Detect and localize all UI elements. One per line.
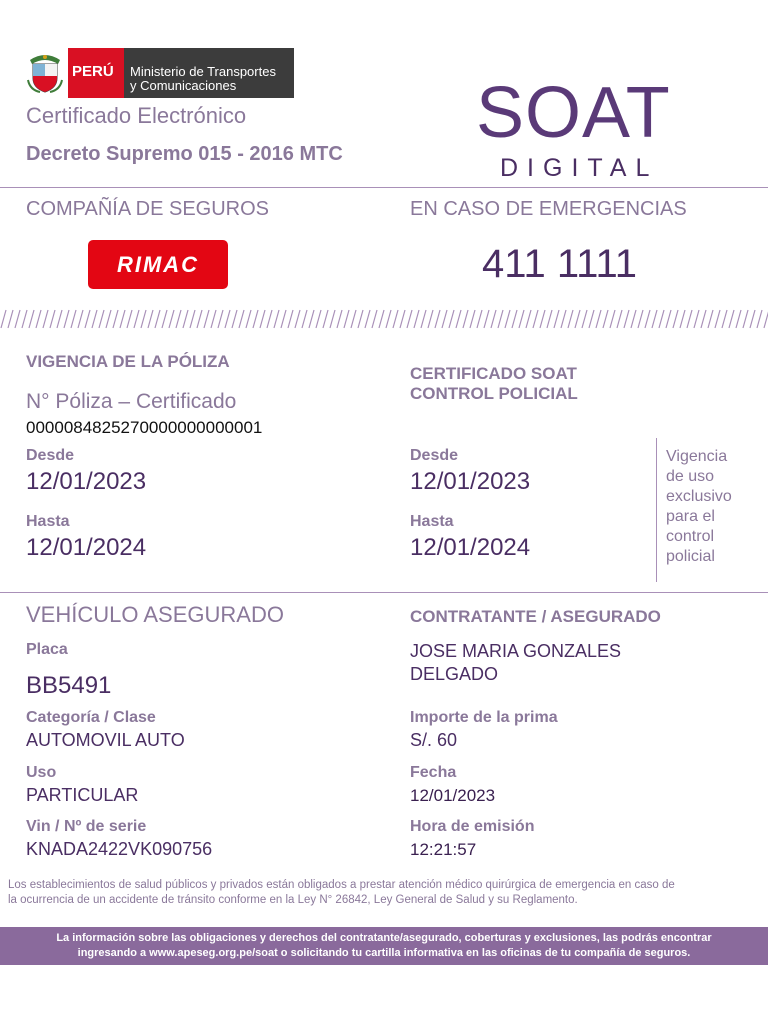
police-to-label: Hasta [410,513,454,530]
policy-from-date: 12/01/2023 [26,468,147,495]
holder-section-label: CONTRATANTE / ASEGURADO [410,607,661,626]
category-label: Categoría / Clase [26,709,156,726]
holder-name-line2: DELGADO [410,664,499,684]
policy-from-label: Desde [26,447,75,464]
insurer-section-label: COMPAÑÍA DE SEGUROS [26,198,270,220]
rimac-logo [88,240,228,289]
vehicle-section-label: VEHÍCULO ASEGURADO [26,602,284,627]
category-value: AUTOMOVIL AUTO [26,730,185,750]
police-to-date: 12/01/2024 [410,534,531,561]
policy-number: 0000084825270000000000001 [26,418,263,437]
coat-of-arms-icon [26,50,64,94]
emergency-phone[interactable]: 411 1111 [482,242,637,286]
decree: Decreto Supremo 015 - 2016 MTC [26,143,343,165]
police-note-line: Vigencia [666,448,728,465]
police-note-divider [656,438,657,582]
policy-section-label: VIGENCIA DE LA PÓLIZA [26,352,230,371]
emergency-section-label: EN CASO DE EMERGENCIAS [410,198,687,220]
vin-value: KNADA2422VK090756 [26,839,213,859]
time-value: 12:21:57 [410,840,477,859]
date-value: 12/01/2023 [410,786,496,805]
policy-number-label: N° Póliza – Certificado [26,390,237,413]
soat-title: SOAT [476,73,671,153]
police-note [666,447,732,567]
holder-name-line1: JOSE MARIA GONZALES [410,641,622,661]
ministry-name-line2: y Comunicaciones [130,78,237,93]
use-label: Uso [26,764,57,781]
date-label: Fecha [410,764,457,781]
digital-subtitle: DIGITAL [500,154,659,182]
premium-label: Importe de la prima [410,709,558,726]
vin-label: Vin / Nº de serie [26,818,147,835]
police-section-label-2: CONTROL POLICIAL [410,384,578,403]
police-from-label: Desde [410,447,459,464]
police-note-line: exclusivo [666,488,732,505]
police-from-date: 12/01/2023 [410,468,531,495]
police-note-line: para el [666,508,715,525]
police-note-line: de uso [666,468,715,485]
info-banner-line: ingresando a www.apeseg.org.pe/soat o solicitando tu cartilla informativa en las oficinas de tu compañía de seguros. [77,947,691,959]
legal-notice [8,878,764,908]
divider-vehicle [0,592,768,593]
use-value: PARTICULAR [26,785,139,805]
police-note-line: control [666,528,715,545]
police-note-line: policial [666,548,715,565]
legal-notice-line: Los establecimientos de salud públicos y privados están obligados a prestar atención médico quirúrgica de emergencia en caso de [8,879,675,891]
zigzag-separator [0,308,768,330]
divider-header [0,187,768,188]
info-banner [0,927,768,965]
policy-to-date: 12/01/2024 [26,534,147,561]
plate-value: BB5491 [26,672,112,699]
cert-type: Certificado Electrónico [26,103,247,128]
premium-value: S/. 60 [410,730,458,750]
police-section-label-1: CERTIFICADO SOAT [410,364,577,383]
rimac-logo-text: RIMAC [116,251,200,277]
ministry-name-line1: Ministerio de Transportes [130,64,276,79]
plate-label: Placa [26,641,68,658]
policy-to-label: Hasta [26,513,70,530]
info-banner-line: La información sobre las obligaciones y derechos del contratante/asegurado, coberturas y exclusiones, las podrás encontrar [56,932,712,944]
time-label: Hora de emisión [410,818,535,835]
legal-notice-line: la ocurrencia de un accidente de tránsito conforme en la Ley N° 26842, Ley General de Salud y su Reglamento. [8,894,578,906]
peru-label: PERÚ [72,63,114,80]
